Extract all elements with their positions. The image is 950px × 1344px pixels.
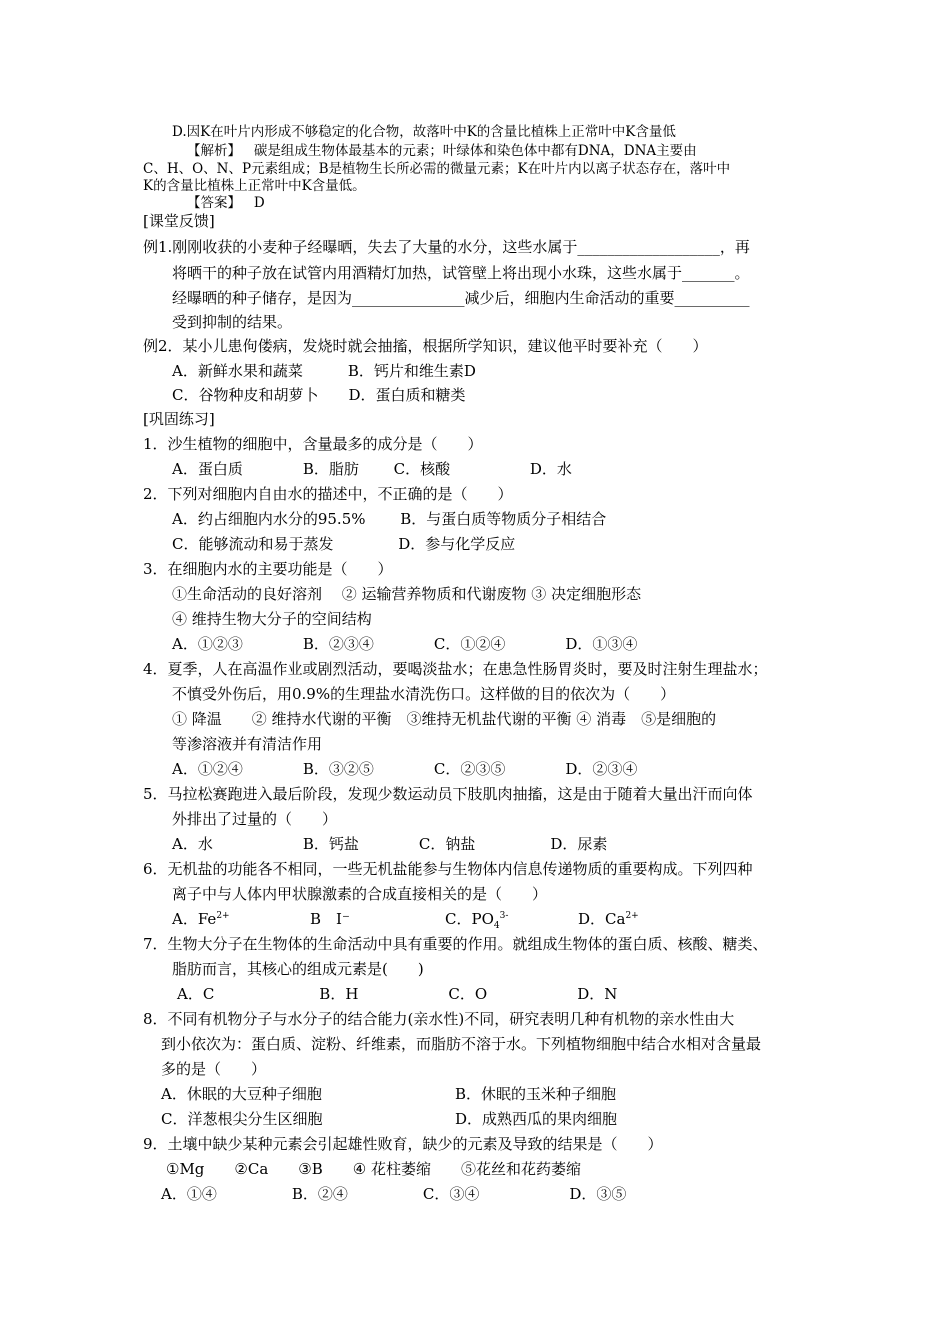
- q6-option-c-text: C．PO: [445, 910, 494, 928]
- feedback-header: [课堂反馈]: [143, 212, 215, 230]
- q9-items: ①Mg ②Ca ③B ④ 花柱萎缩 ⑤花丝和花药萎缩: [166, 1160, 581, 1178]
- q4-line-2: 不慎受外伤后，用0.9%的生理盐水清洗伤口。这样做的目的依次为（ ）: [172, 685, 676, 703]
- q6-line-1: 6．无机盐的功能各不相同，一些无机盐能参与生物体内信息传递物质的重要构成。下列四种: [143, 860, 753, 878]
- answer-value: D: [253, 195, 265, 211]
- q4-options: A．①②④ B．③②⑤ C．②③⑤ D．②③④: [172, 760, 638, 778]
- analysis-label: 【解析】: [187, 143, 241, 159]
- q6-option-a: [172, 909, 230, 929]
- q6-option-c: [445, 909, 508, 936]
- example-2-stem: 例2．某小儿患佝偻病，发烧时就会抽搐，根据所学知识，建议他平时要补充（ ）: [143, 337, 708, 355]
- example-2-options-ab: A．新鲜水果和蔬菜 B．钙片和维生素D: [172, 362, 476, 380]
- q6-option-a-text: A．Fe: [172, 910, 217, 928]
- option-d-text: D.因K在叶片内形成不够稳定的化合物，故落叶中K的含量比植株上正常叶中K含量低: [172, 124, 676, 140]
- answer-label: 【答案】: [187, 195, 241, 211]
- q8-option-d: D．成熟西瓜的果肉细胞: [455, 1110, 618, 1128]
- example-1-line-1: 例1.刚刚收获的小麦种子经曝晒，失去了大量的水分，这些水属于___________________，再: [143, 238, 750, 256]
- q8-line-3: 多的是（ ）: [161, 1060, 267, 1078]
- analysis-line-3: K的含量比植株上正常叶中K含量低。: [143, 178, 366, 194]
- q3-items-2: ④ 维持生物大分子的空间结构: [172, 610, 372, 628]
- q1-stem: 1．沙生植物的细胞中，含量最多的成分是（ ）: [143, 435, 483, 453]
- q6-option-a-charge: 2+: [216, 911, 230, 921]
- q8-option-b: B．休眠的玉米种子细胞: [455, 1085, 617, 1103]
- answer-line: [187, 193, 265, 213]
- q4-line-3: ① 降温 ② 维持水代谢的平衡 ③维持无机盐代谢的平衡 ④ 消毒 ⑤是细胞的: [172, 710, 717, 728]
- q9-stem: 9．土壤中缺少某种元素会引起雄性败育，缺少的元素及导致的结果是（ ）: [143, 1135, 663, 1153]
- q8-line-2: 到小依次为：蛋白质、淀粉、纤维素，而脂肪不溶于水。下列植物细胞中结合水相对含量最: [161, 1035, 762, 1053]
- q2-options-ab: A．约占细胞内水分的95.5% B．与蛋白质等物质分子相结合: [172, 510, 607, 528]
- example-1-line-2: 将晒干的种子放在试管内用酒精灯加热，试管壁上将出现小水珠，这些水属于_______。: [172, 264, 750, 282]
- analysis-line-1: [187, 141, 697, 161]
- q4-line-1: 4．夏季，人在高温作业或剧烈活动，要喝淡盐水；在患急性肠胃炎时，要及时注射生理盐水；: [143, 660, 768, 678]
- q6-option-d: [578, 909, 639, 929]
- q8-option-a: A．休眠的大豆种子细胞: [161, 1085, 322, 1103]
- q3-options: A．①②③ B．②③④ C．①②④ D．①③④: [172, 635, 638, 653]
- analysis-line-2: C、H、O、N、P元素组成；B是植物生长所必需的微量元素；K在叶片内以离子状态存在，落叶中: [143, 161, 731, 177]
- q5-line-1: 5．马拉松赛跑进入最后阶段，发现少数运动员下肢肌肉抽搐，这是由于随着大量出汗而向体: [143, 785, 753, 803]
- q3-items-1: ①生命活动的良好溶剂 ② 运输营养物质和代谢废物 ③ 决定细胞形态: [172, 585, 642, 603]
- q2-stem: 2．下列对细胞内自由水的描述中，不正确的是（ ）: [143, 485, 513, 503]
- q4-line-4: 等渗溶液并有清洁作用: [172, 735, 323, 753]
- q2-options-cd: C．能够流动和易于蒸发 D．参与化学反应: [172, 535, 516, 553]
- q7-options: A．C B．H C．O D．N: [177, 985, 618, 1003]
- q7-line-2: 脂肪而言，其核心的组成元素是( ): [172, 960, 424, 978]
- q6-option-c-subscript: 4: [493, 921, 500, 931]
- q6-line-2: 离子中与人体内甲状腺激素的合成直接相关的是（ ）: [172, 885, 548, 903]
- analysis-text-1: 碳是组成生物体最基本的元素；叶绿体和染色体中都有DNA，DNA主要由: [253, 143, 697, 159]
- q6-option-d-charge: 2+: [625, 911, 639, 921]
- q1-options: A．蛋白质 B．脂肪 C．核酸 D．水: [172, 460, 572, 478]
- practice-header: [巩固练习]: [143, 410, 215, 428]
- q6-option-b: B I⁻: [310, 910, 350, 928]
- example-1-line-3: 经曝晒的种子储存，是因为_______________减少后，细胞内生命活动的重要__________: [172, 289, 750, 307]
- q9-options: A．①④ B．②④ C．③④ D．③⑤: [161, 1185, 627, 1203]
- q7-line-1: 7．生物大分子在生物体的生命活动中具有重要的作用。就组成生物体的蛋白质、核酸、糖类、: [143, 935, 768, 953]
- q8-line-1: 8．不同有机物分子与水分子的结合能力(亲水性)不同，研究表明几种有机物的亲水性由大: [143, 1010, 735, 1028]
- example-1-line-4: 受到抑制的结果。: [172, 313, 293, 331]
- q5-line-2: 外排出了过量的（ ）: [172, 810, 338, 828]
- q3-stem: 3．在细胞内水的主要功能是（ ）: [143, 560, 393, 578]
- q6-option-c-charge: 3-: [499, 911, 509, 921]
- q8-option-c: C．洋葱根尖分生区细胞: [161, 1110, 323, 1128]
- q6-option-d-text: D．Ca: [578, 910, 626, 928]
- q5-options: A．水 B．钙盐 C．钠盐 D．尿素: [172, 835, 608, 853]
- example-2-options-cd: C．谷物种皮和胡萝卜 D．蛋白质和糖类: [172, 386, 466, 404]
